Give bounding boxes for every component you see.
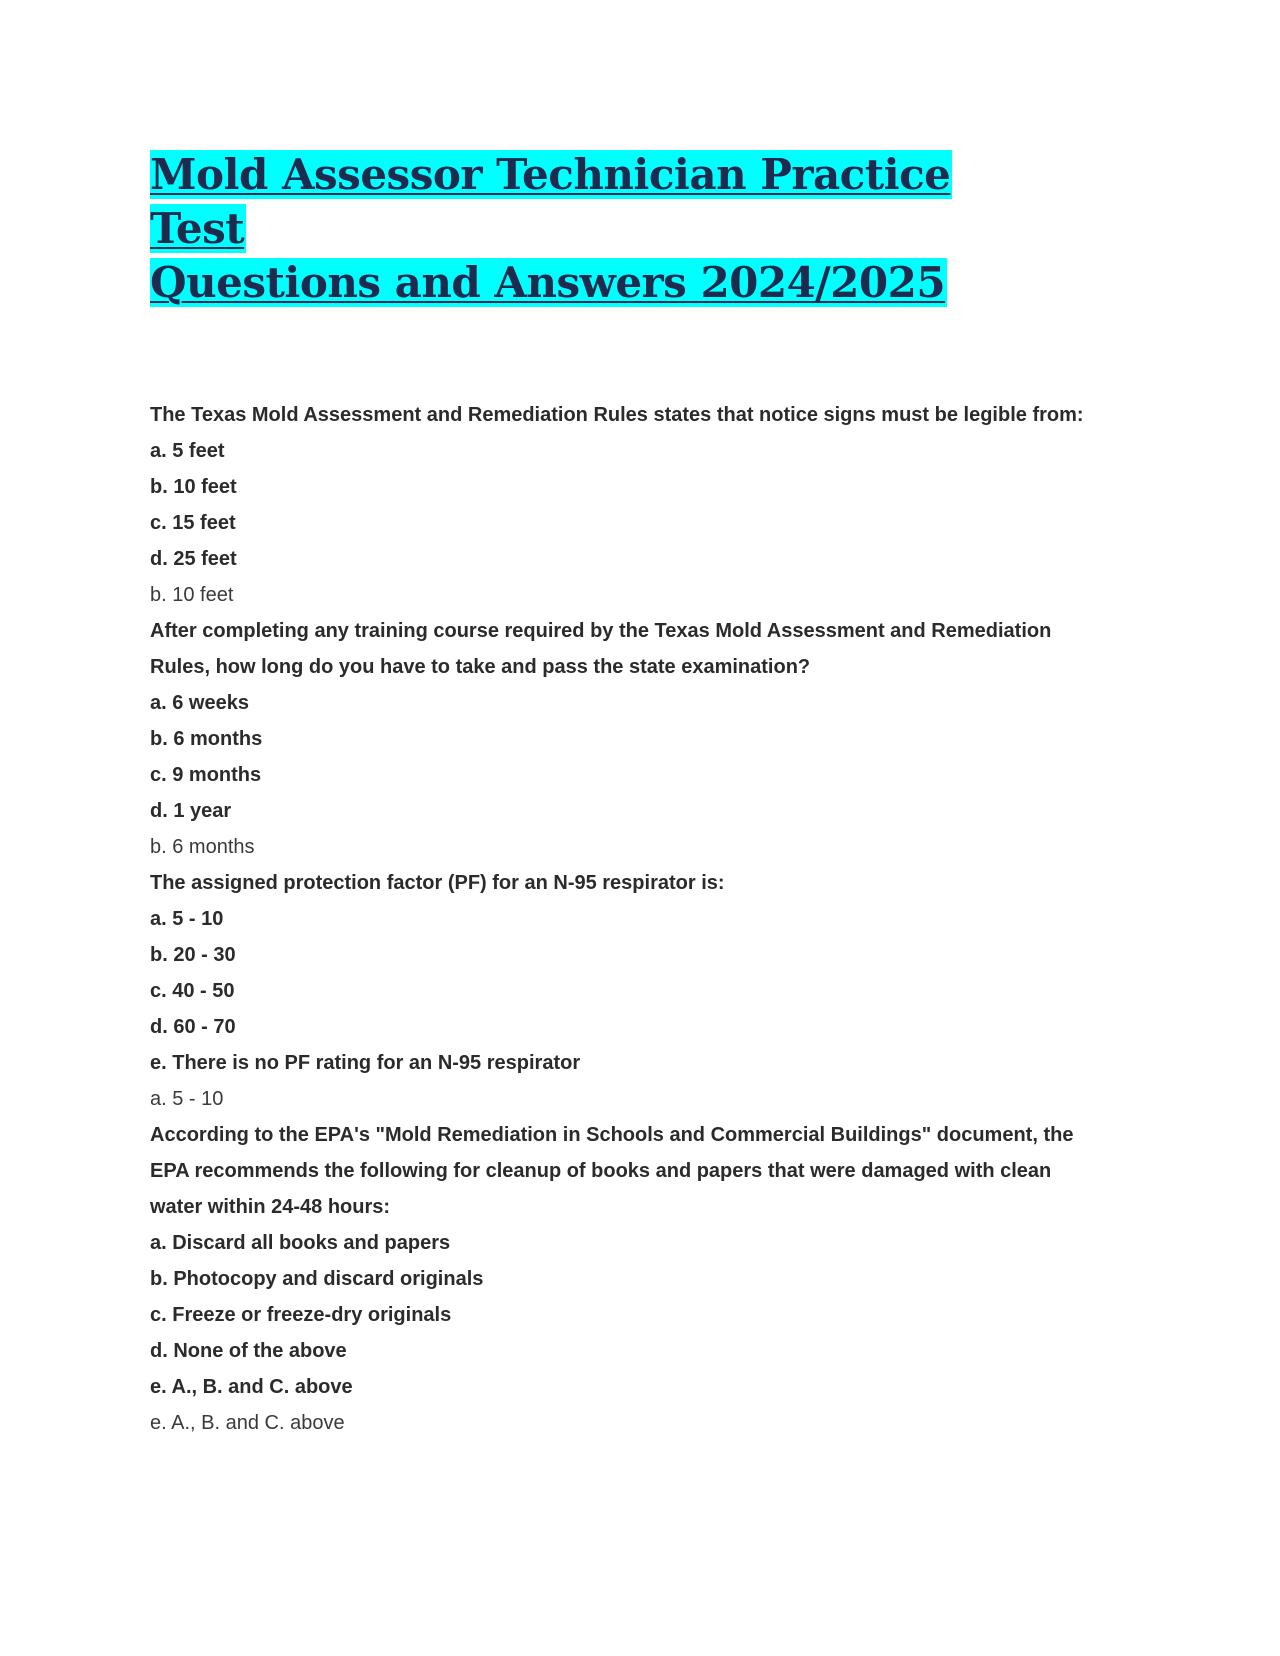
question-3-option-b: b. 20 - 30 — [150, 944, 236, 966]
question-3-option-c: c. 40 - 50 — [150, 980, 235, 1002]
question-4-line-1: According to the EPA's "Mold Remediation in Schools and Commercial Buildings" document, the — [150, 1124, 1074, 1146]
question-2-option-a: a. 6 weeks — [150, 692, 249, 714]
title-line-2: Questions and Answers 2024/2025 — [150, 258, 946, 307]
question-1-option-d: d. 25 feet — [150, 548, 237, 570]
question-4-option-c: c. Freeze or freeze-dry originals — [150, 1304, 452, 1326]
title-line-1: Mold Assessor Technician Practice Test — [150, 150, 951, 253]
question-4-line-2: EPA recommends the following for cleanup of books and papers that were damaged with clean — [150, 1160, 1052, 1182]
question-4-option-d: d. None of the above — [150, 1340, 347, 1362]
question-3-option-d: d. 60 - 70 — [150, 1016, 236, 1038]
question-4-option-b: b. Photocopy and discard originals — [150, 1268, 484, 1290]
question-2-answer: b. 6 months — [150, 836, 255, 858]
question-list — [150, 397, 1150, 1441]
question-1-option-c: c. 15 feet — [150, 512, 236, 534]
question-3-option-a: a. 5 - 10 — [150, 908, 224, 930]
question-2-option-b: b. 6 months — [150, 728, 263, 750]
question-2-line-2: Rules, how long do you have to take and pass the state examination? — [150, 656, 811, 678]
question-3: The assigned protection factor (PF) for an N-95 respirator is: — [150, 872, 725, 894]
question-2-option-c: c. 9 months — [150, 764, 262, 786]
question-4-option-a: a. Discard all books and papers — [150, 1232, 451, 1254]
question-2-option-d: d. 1 year — [150, 800, 232, 822]
question-3-answer: a. 5 - 10 — [150, 1088, 224, 1110]
question-4-line-3: water within 24-48 hours: — [150, 1196, 391, 1218]
question-2-line-1: After completing any training course required by the Texas Mold Assessment and Remediation — [150, 620, 1052, 642]
question-1-option-a: a. 5 feet — [150, 440, 225, 462]
question-3-option-e: e. There is no PF rating for an N-95 respirator — [150, 1052, 581, 1074]
question-1: The Texas Mold Assessment and Remediation Rules states that notice signs must be legible from: — [150, 404, 1084, 426]
question-4-answer: e. A., B. and C. above — [150, 1412, 345, 1434]
question-1-answer: b. 10 feet — [150, 584, 234, 606]
question-1-option-b: b. 10 feet — [150, 476, 237, 498]
document-title — [150, 148, 1050, 310]
question-4-option-e: e. A., B. and C. above — [150, 1376, 353, 1398]
